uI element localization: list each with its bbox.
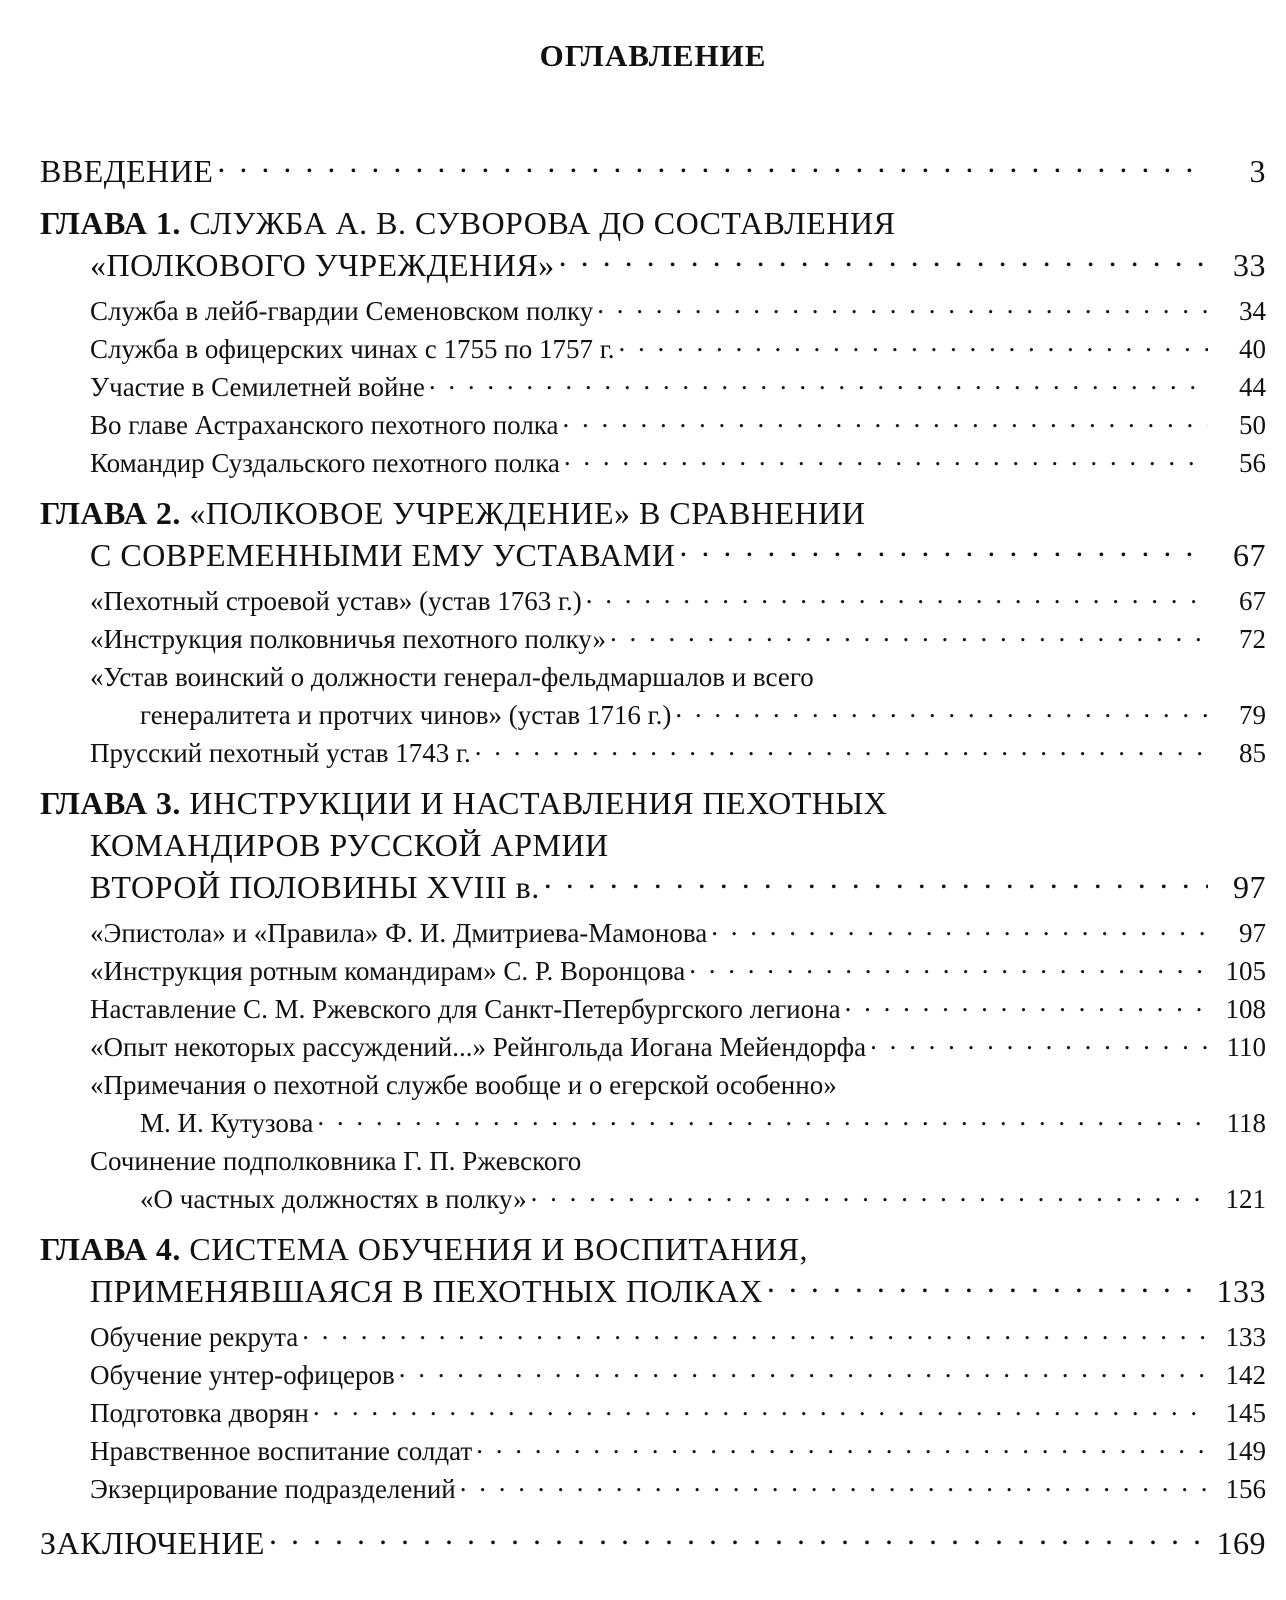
chapter-page: 97 xyxy=(1233,869,1266,905)
section-page: 149 xyxy=(1225,1436,1266,1466)
toc-chapter-1 xyxy=(40,202,1266,286)
section-title: Сочинение подполковника Г. П. Ржевского xyxy=(90,1146,582,1176)
dot-leader xyxy=(767,1270,1208,1302)
dot-leader xyxy=(564,445,1208,472)
list-item xyxy=(40,1394,1266,1432)
dot-leader xyxy=(711,915,1208,942)
toc-chapter-3-sections xyxy=(40,914,1266,1218)
list-item xyxy=(40,1318,1266,1356)
dot-leader xyxy=(586,583,1208,610)
section-page: 97 xyxy=(1239,918,1266,948)
list-item-continued xyxy=(40,1180,1266,1218)
chapter-title-line-3: ВТОРОЙ ПОЛОВИНЫ XVIII в. xyxy=(90,869,540,905)
section-page: 79 xyxy=(1239,700,1266,730)
toc-chapter-1-sections xyxy=(40,292,1266,482)
dot-leader xyxy=(619,331,1209,358)
toc-intro-title: ВВЕДЕНИЕ xyxy=(40,153,214,189)
section-title: Командир Суздальского пехотного полка xyxy=(90,448,560,478)
section-page: 56 xyxy=(1239,448,1266,478)
chapter-title-line-1: СЛУЖБА А. В. СУВОРОВА ДО СОСТАВЛЕНИЯ xyxy=(189,205,896,241)
section-page: 72 xyxy=(1239,624,1266,654)
page-title: ОГЛАВЛЕНИЕ xyxy=(539,38,767,73)
section-title: Обучение унтер-офицеров xyxy=(90,1360,395,1390)
dot-leader xyxy=(476,1433,1208,1460)
chapter-label: ГЛАВА 1. xyxy=(40,205,181,241)
chapter-label: ГЛАВА 3. xyxy=(40,785,181,821)
section-title: «Пехотный строевой устав» (устав 1763 г.) xyxy=(90,586,582,616)
dot-leader xyxy=(675,697,1208,724)
dot-leader xyxy=(562,407,1208,434)
list-item xyxy=(40,1066,1266,1104)
section-title: Служба в офицерских чинах с 1755 по 1757 г. xyxy=(90,334,615,364)
section-page: 142 xyxy=(1225,1360,1266,1390)
section-title: Во главе Астраханского пехотного полка xyxy=(90,410,559,440)
toc-chapter-3 xyxy=(40,782,1266,908)
dot-leader xyxy=(217,150,1208,182)
section-page: 85 xyxy=(1239,738,1266,768)
section-title: Экзерцирование подразделений xyxy=(90,1474,456,1504)
section-page: 67 xyxy=(1239,586,1266,616)
section-page: 118 xyxy=(1226,1108,1266,1138)
list-item-continued xyxy=(40,1104,1266,1142)
section-title: Обучение рекрута xyxy=(90,1322,299,1352)
section-title: Подготовка дворян xyxy=(90,1398,309,1428)
section-page: 156 xyxy=(1225,1474,1266,1504)
dot-leader xyxy=(460,1471,1208,1498)
toc-chapter-4-sections xyxy=(40,1318,1266,1508)
section-page: 50 xyxy=(1239,410,1266,440)
dot-leader xyxy=(559,244,1208,276)
toc-intro-page: 3 xyxy=(1249,153,1266,189)
list-item xyxy=(40,1028,1266,1066)
dot-leader xyxy=(679,534,1208,566)
chapter-title-line-1: «ПОЛКОВОЕ УЧРЕЖДЕНИЕ» В СРАВНЕНИИ xyxy=(189,495,866,531)
chapter-label: ГЛАВА 2. xyxy=(40,495,181,531)
toc-chapter-2 xyxy=(40,492,1266,576)
dot-leader xyxy=(317,1105,1208,1132)
list-item xyxy=(40,444,1266,482)
list-item xyxy=(40,292,1266,330)
section-page: 145 xyxy=(1225,1398,1266,1428)
list-item xyxy=(40,658,1266,696)
chapter-page: 33 xyxy=(1233,247,1266,283)
section-page: 108 xyxy=(1225,994,1266,1024)
section-title-continued: М. И. Кутузова xyxy=(140,1108,314,1138)
chapter-title-line-2: С СОВРЕМЕННЫМИ ЕМУ УСТАВАМИ xyxy=(90,537,676,573)
section-title: «Устав воинский о должности генерал-фельдмаршалов и всего xyxy=(90,662,814,692)
dot-leader xyxy=(475,735,1208,762)
list-item xyxy=(40,734,1266,772)
list-item-continued xyxy=(40,696,1266,734)
section-title: «Эпистола» и «Правила» Ф. И. Дмитриева-Мамонова xyxy=(90,918,708,948)
chapter-title-line-1: ИНСТРУКЦИИ И НАСТАВЛЕНИЯ ПЕХОТНЫХ xyxy=(189,785,888,821)
section-title-continued: генералитета и протчих чинов» (устав 1716 г.) xyxy=(140,700,672,730)
section-page: 44 xyxy=(1239,372,1266,402)
section-page: 121 xyxy=(1225,1184,1266,1214)
chapter-page: 133 xyxy=(1216,1273,1266,1309)
toc-conclusion-page: 169 xyxy=(1216,1525,1266,1561)
dot-leader xyxy=(845,991,1208,1018)
section-title: Служба в лейб-гвардии Семеновском полку xyxy=(90,296,594,326)
dot-leader xyxy=(689,953,1208,980)
chapter-page: 67 xyxy=(1233,537,1266,573)
list-item xyxy=(40,1356,1266,1394)
list-item xyxy=(40,1432,1266,1470)
dot-leader xyxy=(269,1522,1208,1554)
section-title: «Инструкция полковничья пехотного полку» xyxy=(90,624,606,654)
dot-leader xyxy=(399,1357,1208,1384)
chapter-title-line-2: ПРИМЕНЯВШАЯСЯ В ПЕХОТНЫХ ПОЛКАХ xyxy=(90,1273,763,1309)
dot-leader xyxy=(544,866,1208,898)
section-page: 34 xyxy=(1239,296,1266,326)
list-item xyxy=(40,952,1266,990)
section-title: «Примечания о пехотной службе вообще и о егерской особенно» xyxy=(90,1070,837,1100)
list-item xyxy=(40,990,1266,1028)
chapter-title-line-2: КОМАНДИРОВ РУССКОЙ АРМИИ xyxy=(90,827,609,863)
section-page: 40 xyxy=(1239,334,1266,364)
section-title: «Инструкция ротным командирам» С. Р. Воронцова xyxy=(90,956,686,986)
list-item xyxy=(40,914,1266,952)
toc-chapter-4 xyxy=(40,1228,1266,1312)
toc-chapter-2-sections xyxy=(40,582,1266,772)
section-page: 133 xyxy=(1225,1322,1266,1352)
list-item xyxy=(40,406,1266,444)
section-page: 110 xyxy=(1226,1032,1266,1062)
list-item xyxy=(40,620,1266,658)
list-item xyxy=(40,582,1266,620)
toc-intro xyxy=(40,150,1266,192)
chapter-title-line-2: «ПОЛКОВОГО УЧРЕЖДЕНИЯ» xyxy=(90,247,555,283)
list-item xyxy=(40,368,1266,406)
dot-leader xyxy=(531,1181,1208,1208)
chapter-label: ГЛАВА 4. xyxy=(40,1231,181,1267)
toc-conclusion-title: ЗАКЛЮЧЕНИЕ xyxy=(40,1525,265,1561)
section-title: Прусский пехотный устав 1743 г. xyxy=(90,738,471,768)
dot-leader xyxy=(870,1029,1208,1056)
dot-leader xyxy=(597,293,1208,320)
list-item xyxy=(40,1142,1266,1180)
section-title: «Опыт некоторых рассуждений...» Рейнгольда Иогана Мейендорфа xyxy=(90,1032,867,1062)
chapter-title-line-1: СИСТЕМА ОБУЧЕНИЯ И ВОСПИТАНИЯ, xyxy=(189,1231,808,1267)
dot-leader xyxy=(610,621,1208,648)
list-item xyxy=(40,1470,1266,1508)
section-title: Наставление С. М. Ржевского для Санкт-Петербургского легиона xyxy=(90,994,841,1024)
toc-conclusion xyxy=(40,1522,1266,1564)
section-title: Участие в Семилетней войне xyxy=(90,372,425,402)
dot-leader xyxy=(429,369,1208,396)
section-page: 105 xyxy=(1225,956,1266,986)
section-title: Нравственное воспитание солдат xyxy=(90,1436,473,1466)
list-item xyxy=(40,330,1266,368)
dot-leader xyxy=(302,1319,1208,1346)
dot-leader xyxy=(313,1395,1208,1422)
section-title-continued: «О частных должностях в полку» xyxy=(140,1184,527,1214)
table-of-contents xyxy=(40,150,1266,1564)
